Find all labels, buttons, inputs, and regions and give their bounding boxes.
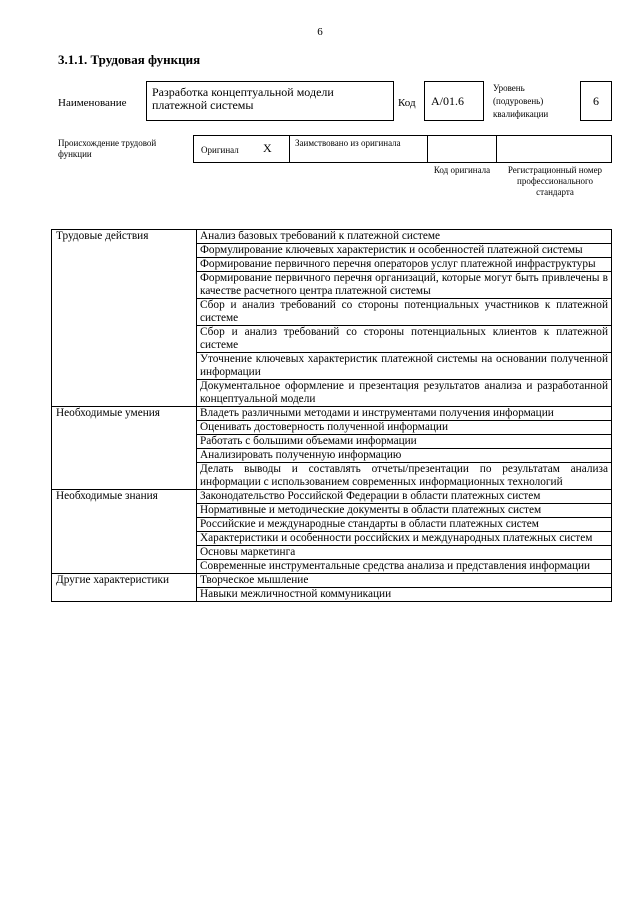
requirement-item: Основы маркетинга	[197, 546, 612, 560]
requirements-table	[51, 229, 612, 602]
table-row	[52, 230, 612, 244]
requirement-item: Современные инструментальные средства анализа и представления информации	[197, 560, 612, 574]
section-title-cell: Необходимые умения	[52, 407, 197, 490]
code-value: А/01.6	[431, 94, 464, 108]
requirement-item: Оценивать достоверность полученной информации	[197, 421, 612, 435]
requirement-item: Творческое мышление	[197, 574, 612, 588]
section-title: 3.1.1. Трудовая функция	[58, 52, 201, 67]
level-value-box	[580, 81, 612, 121]
requirement-item: Документальное оформление и презентация результатов анализа и разработанной концептуальной модели	[197, 380, 612, 407]
name-value-box	[146, 81, 394, 121]
reg-number-label: Регистрационный номер профессионального стандарта	[507, 165, 603, 197]
requirement-item: Работать с большими объемами информации	[197, 435, 612, 449]
level-value: 6	[593, 94, 599, 108]
section-title-cell: Необходимые знания	[52, 490, 197, 574]
table-row	[52, 574, 612, 588]
requirement-item: Нормативные и методические документы в области платежных систем	[197, 504, 612, 518]
table-row	[52, 407, 612, 421]
table-row	[52, 490, 612, 504]
requirement-item: Характеристики и особенности российских и международных платежных систем	[197, 532, 612, 546]
code-original-label: Код оригинала	[433, 165, 491, 175]
origin-divider-1	[289, 136, 290, 162]
requirement-item: Делать выводы и составлять отчеты/презентации по результатам анализа информации с использованием современных информационных технологий	[197, 463, 612, 490]
level-label: Уровень (подуровень) квалификации	[493, 83, 549, 119]
code-label: Код	[398, 97, 416, 109]
requirement-item: Сбор и анализ требований со стороны потенциальных клиентов к платежной системе	[197, 326, 612, 353]
origin-divider-2	[427, 136, 428, 162]
original-mark: X	[263, 141, 272, 155]
requirement-item: Формирование первичного перечня организаций, которые могут быть привлечены в качестве расчетного центра платежной системы	[197, 272, 612, 299]
page-number: 6	[317, 26, 323, 38]
original-label: Оригинал	[201, 145, 239, 155]
requirement-item: Анализ базовых требований к платежной системе	[197, 230, 612, 244]
requirement-item: Уточнение ключевых характеристик платежной системы на основании полученной информации	[197, 353, 612, 380]
section-title-cell: Другие характеристики	[52, 574, 197, 602]
origin-divider-3	[496, 136, 497, 162]
requirement-item: Формулирование ключевых характеристик и особенностей платежной системы	[197, 244, 612, 258]
requirement-item: Владеть различными методами и инструментами получения информации	[197, 407, 612, 421]
requirement-item: Сбор и анализ требований со стороны потенциальных участников к платежной системе	[197, 299, 612, 326]
origin-label: Происхождение трудовой функции	[58, 138, 157, 159]
requirement-item: Анализировать полученную информацию	[197, 449, 612, 463]
requirement-item: Российские и международные стандарты в области платежных систем	[197, 518, 612, 532]
requirement-item: Навыки межличностной коммуникации	[197, 588, 612, 602]
borrowed-label: Заимствовано из оригинала	[295, 138, 401, 148]
section-title-cell: Трудовые действия	[52, 230, 197, 407]
requirement-item: Законодательство Российской Федерации в области платежных систем	[197, 490, 612, 504]
name-value: Разработка концептуальной модели платежной системы	[152, 85, 334, 112]
code-value-box	[424, 81, 484, 121]
origin-table	[193, 135, 612, 163]
name-label: Наименование	[58, 97, 127, 109]
requirement-item: Формирование первичного перечня операторов услуг платежной инфраструктуры	[197, 258, 612, 272]
